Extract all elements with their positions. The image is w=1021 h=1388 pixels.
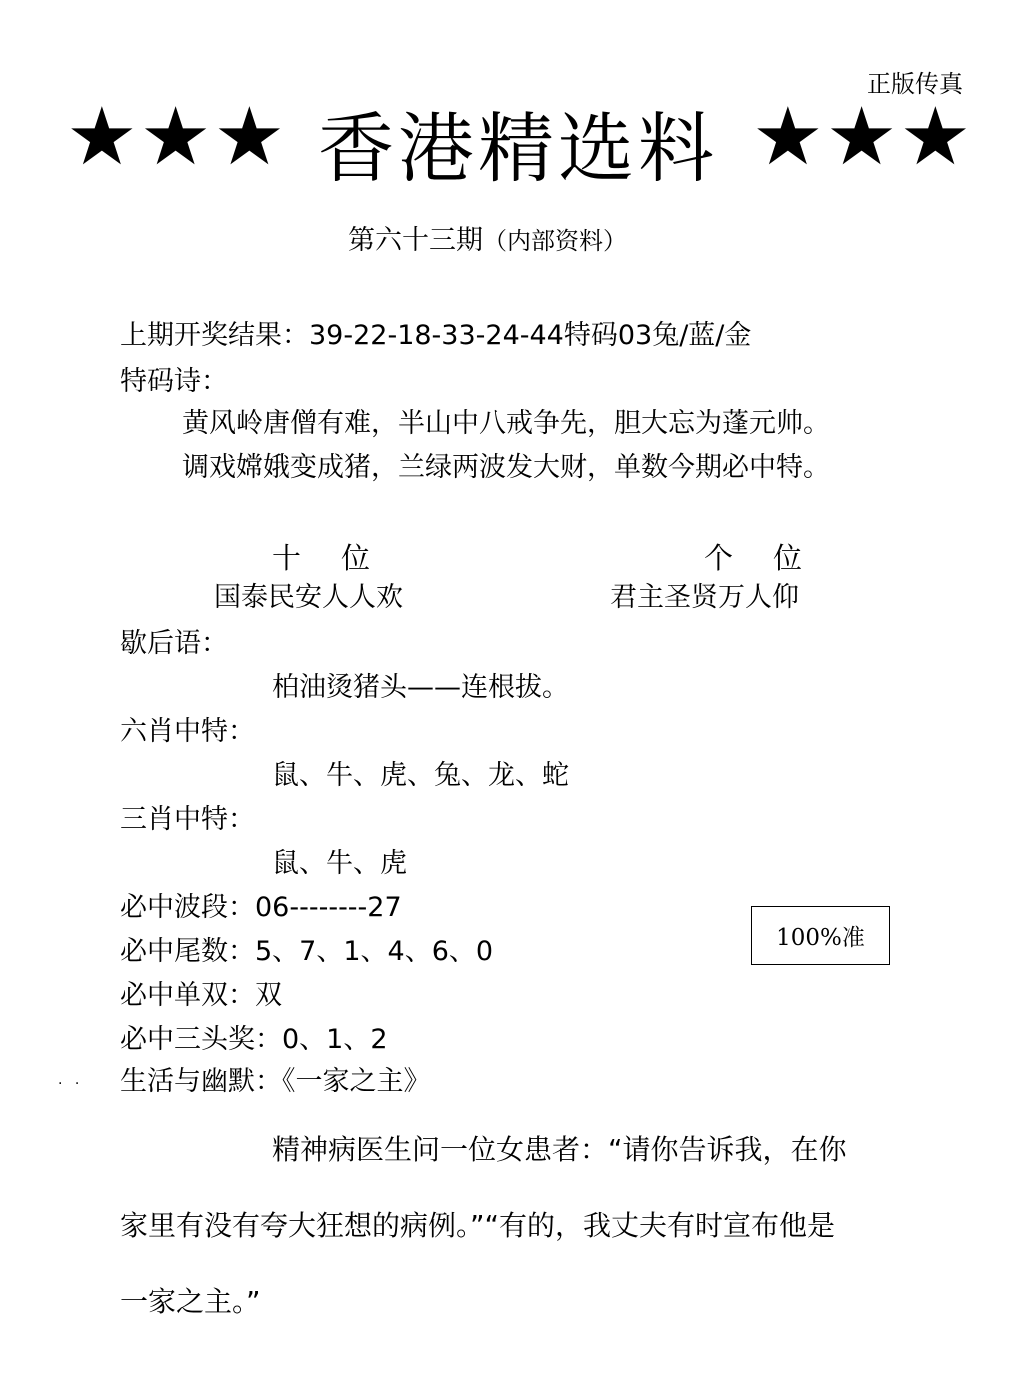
xiehouyu-text: 柏油烫猪头——连根拔。 <box>272 672 569 703</box>
issue-note: （内部资料） <box>483 227 627 255</box>
six-zodiac-label: 六肖中特： <box>120 716 255 747</box>
humor-paragraph-line-1: 精神病医生问一位女患者：“请你告诉我，在你 <box>272 1133 847 1166</box>
page-title: 香港精选料 <box>318 104 718 193</box>
accuracy-badge: 100%准 <box>751 906 890 965</box>
poem-line-2: 调戏嫦娥变成猪，兰绿两波发大财，单数今期必中特。 <box>182 452 830 483</box>
poem-label: 特码诗： <box>120 366 228 397</box>
authentic-fax-tag: 正版传真 <box>867 70 963 98</box>
odd-even: 必中单双：双 <box>120 980 282 1011</box>
issue-label: 第六十三期 <box>348 225 483 256</box>
six-zodiac-text: 鼠、牛、虎、兔、龙、蛇 <box>272 760 569 791</box>
tens-position-heading: 十位 <box>272 541 411 575</box>
humor-paragraph-line-2: 家里有没有夸大狂想的病例。”“有的，我丈夫有时宣布他是 <box>120 1209 836 1242</box>
margin-dots: . . <box>58 1072 84 1088</box>
units-position-heading: 个位 <box>704 541 843 575</box>
stars-decoration-left: ★★★ <box>66 90 288 183</box>
humor-paragraph-line-3: 一家之主。” <box>120 1285 261 1318</box>
three-head-prize: 必中三头奖：0、1、2 <box>120 1024 388 1055</box>
three-zodiac-label: 三肖中特： <box>120 804 255 835</box>
three-zodiac-text: 鼠、牛、虎 <box>272 848 407 879</box>
tail-numbers: 必中尾数：5、7、1、4、6、0 <box>120 936 494 967</box>
poem-line-1: 黄风岭唐僧有难，半山中八戒争先，胆大忘为蓬元帅。 <box>182 408 830 439</box>
wave-band: 必中波段：06--------27 <box>120 892 402 923</box>
issue-number <box>348 218 627 257</box>
stars-decoration-right: ★★★ <box>752 90 974 183</box>
units-position-text: 君主圣贤万人仰 <box>610 582 799 613</box>
xiehouyu-label: 歇后语： <box>120 628 228 659</box>
tens-position-text: 国泰民安人人欢 <box>214 582 403 613</box>
humor-heading: 生活与幽默：《一家之主》 <box>120 1066 431 1097</box>
last-draw-result: 上期开奖结果：39-22-18-33-24-44特码03兔/蓝/金 <box>120 320 752 351</box>
